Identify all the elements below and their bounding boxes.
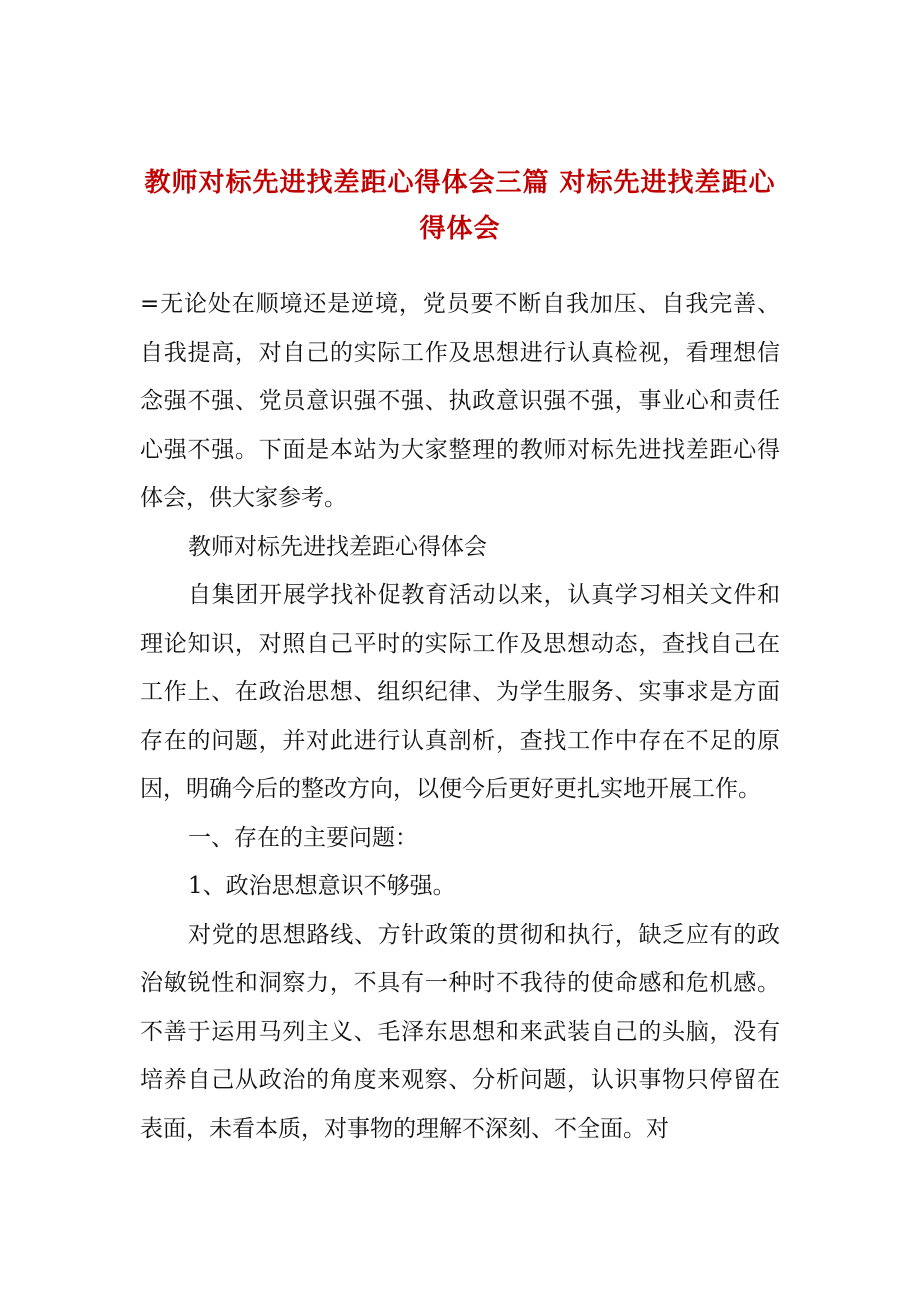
intro-paragraph: =无论处在顺境还是逆境，党员要不断自我加压、自我完善、自我提高，对自己的实际工作及思想进行认真检视，看理想信念强不强、党员意识强不强、执政意识强不强，事业心和责任心强不强。下面是本站为大家整理的教师对标先进找差距心得体会，供大家参考。 [140, 291, 780, 511]
document-title: 教师对标先进找差距心得体会三篇 对标先进找差距心得体会 [144, 168, 776, 244]
subheading-main-problems: 一、存在的主要问题： [188, 824, 418, 851]
document-body [140, 280, 780, 1153]
body-paragraph: 自集团开展学找补促教育活动以来，认真学习相关文件和理论知识，对照自己平时的实际工作及思想动态，查找自己在工作上、在政治思想、组织纪律、为学生服务、实事求是方面存在的问题，并对此进行认真剖析，查找工作中存在不足的原因，明确今后的整改方向，以便今后更好更扎实地开展工作。 [140, 582, 780, 802]
problem-item-1: 1、政治思想意识不够强。 [188, 873, 456, 899]
body-paragraph: 对党的思想路线、方针政策的贯彻和执行，缺乏应有的政治敏锐性和洞察力，不具有一种时不我待的使命感和危机感。不善于运用马列主义、毛泽东思想和来武装自己的头脑，没有培养自己从政治的角度来观察、分析问题，认识事物只停留在表面，未看本质，对事物的理解不深刻、不全面。对 [140, 921, 780, 1142]
section-heading: 教师对标先进找差距心得体会 [188, 533, 487, 560]
